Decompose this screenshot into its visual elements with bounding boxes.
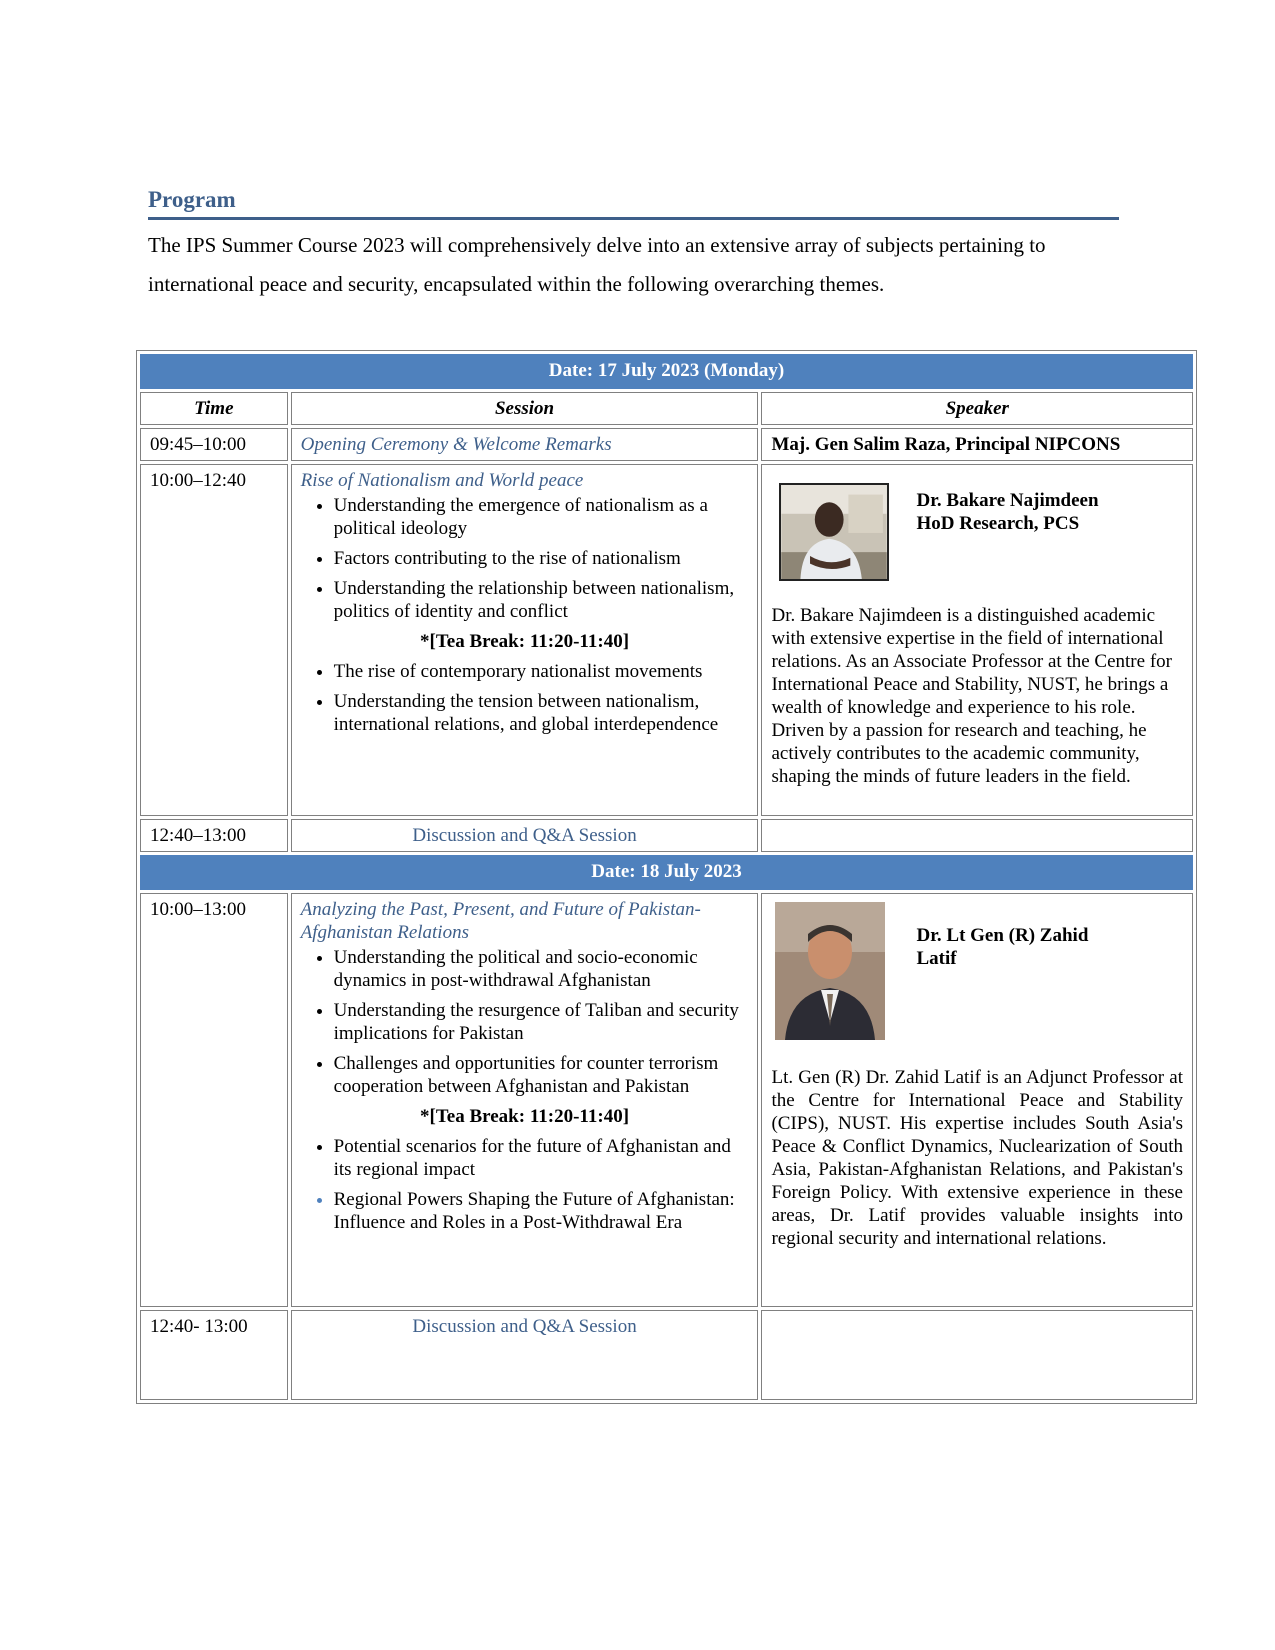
page-heading: Program <box>148 186 1119 220</box>
speaker-bio: Dr. Bakare Najimdeen is a distinguished academic with extensive expertise in the field of international relations. As an Associate Professor at the Centre for International Peace and Stability, NUST, he brings a wealth of knowledge and experience to his role. Driven by a passion for research and teaching, he actively contributes to the academic community, shaping the minds of future leaders in the field. <box>771 605 1172 787</box>
list-item: • The rise of contemporary nationalist movements <box>334 660 749 683</box>
list-item: • Understanding the relationship between nationalism, politics of identity and conflict <box>334 577 749 623</box>
intro-paragraph: The IPS Summer Course 2023 will comprehensively delve into an extensive array of subjects pertaining to international peace and security, encapsulated within the following overarching themes. <box>148 233 1046 296</box>
list-item: • Potential scenarios for the future of Afghanistan and its regional impact <box>334 1135 749 1181</box>
speaker-header <box>771 898 1183 1066</box>
speaker-photo <box>779 483 889 581</box>
speaker-cell: Maj. Gen Salim Raza, Principal NIPCONS <box>761 428 1193 461</box>
time-cell: 09:45–10:00 <box>140 428 288 461</box>
table-row <box>140 819 1193 852</box>
column-header-session: Session <box>291 392 759 425</box>
date-row-day2 <box>140 855 1193 890</box>
date-label-day1: Date: 17 July 2023 (Monday) <box>140 354 1193 389</box>
time-cell: 10:00–12:40 <box>140 464 288 816</box>
list-item: • Understanding the tension between nationalism, international relations, and global interdependence <box>334 690 749 736</box>
column-header-row <box>140 392 1193 425</box>
program-table <box>136 350 1197 1404</box>
time-cell: 12:40–13:00 <box>140 819 288 852</box>
table-row <box>140 428 1193 461</box>
column-header-speaker: Speaker <box>761 392 1193 425</box>
session-title: Discussion and Q&A Session <box>291 1310 759 1400</box>
session-cell <box>291 893 759 1307</box>
speaker-cell <box>761 464 1193 816</box>
session-title: Discussion and Q&A Session <box>291 819 759 852</box>
table-row <box>140 464 1193 816</box>
date-label-day2: Date: 18 July 2023 <box>140 855 1193 890</box>
table-row <box>140 1310 1193 1400</box>
list-item: • Regional Powers Shaping the Future of Afghanistan: Influence and Roles in a Post-Withdrawal Era <box>334 1188 749 1234</box>
speaker-role: HoD Research, PCS <box>916 513 1080 534</box>
speaker-name: Dr. Bakare Najimdeen <box>916 490 1099 511</box>
time-cell: 10:00–13:00 <box>140 893 288 1307</box>
table-row <box>140 893 1193 1307</box>
speaker-bio: Lt. Gen (R) Dr. Zahid Latif is an Adjunct Professor at the Centre for International Peace and Stability (CIPS), NUST. His expertise includes South Asia's Peace & Conflict Dynamics, Nuclearization of South Asia, Pakistan-Afghanistan Relations, and Pakistan's Foreign Policy. With extensive experience in these areas, Dr. Latif provides valuable insights into regional security and international relations. <box>771 1067 1183 1249</box>
list-item: • Factors contributing to the rise of nationalism <box>334 547 749 570</box>
session-title: Rise of Nationalism and World peace <box>300 470 584 491</box>
speaker-header <box>771 469 1183 604</box>
list-item: • Understanding the political and socio-economic dynamics in post-withdrawal Afghanistan <box>334 946 749 992</box>
speaker-photo <box>775 902 885 1040</box>
tea-break-note: *[Tea Break: 11:20-11:40] <box>420 631 630 652</box>
speaker-cell <box>761 1310 1193 1400</box>
speaker-cell <box>761 893 1193 1307</box>
column-header-time: Time <box>140 392 288 425</box>
tea-break-note: *[Tea Break: 11:20-11:40] <box>420 1106 630 1127</box>
session-title: Opening Ceremony & Welcome Remarks <box>291 428 759 461</box>
speaker-name: Dr. Lt Gen (R) Zahid Latif <box>916 925 1089 969</box>
topic-list <box>301 946 749 1234</box>
session-title: Analyzing the Past, Present, and Future of Pakistan-Afghanistan Relations <box>300 899 701 943</box>
topic-list <box>301 494 749 736</box>
date-row-day1 <box>140 354 1193 389</box>
session-cell <box>291 464 759 816</box>
list-item: • Understanding the resurgence of Taliban and security implications for Pakistan <box>334 999 749 1045</box>
list-item: • Challenges and opportunities for counter terrorism cooperation between Afghanistan and Pakistan <box>334 1052 749 1098</box>
list-item: • Understanding the emergence of nationalism as a political ideology <box>334 494 749 540</box>
speaker-cell <box>761 819 1193 852</box>
time-cell: 12:40- 13:00 <box>140 1310 288 1400</box>
